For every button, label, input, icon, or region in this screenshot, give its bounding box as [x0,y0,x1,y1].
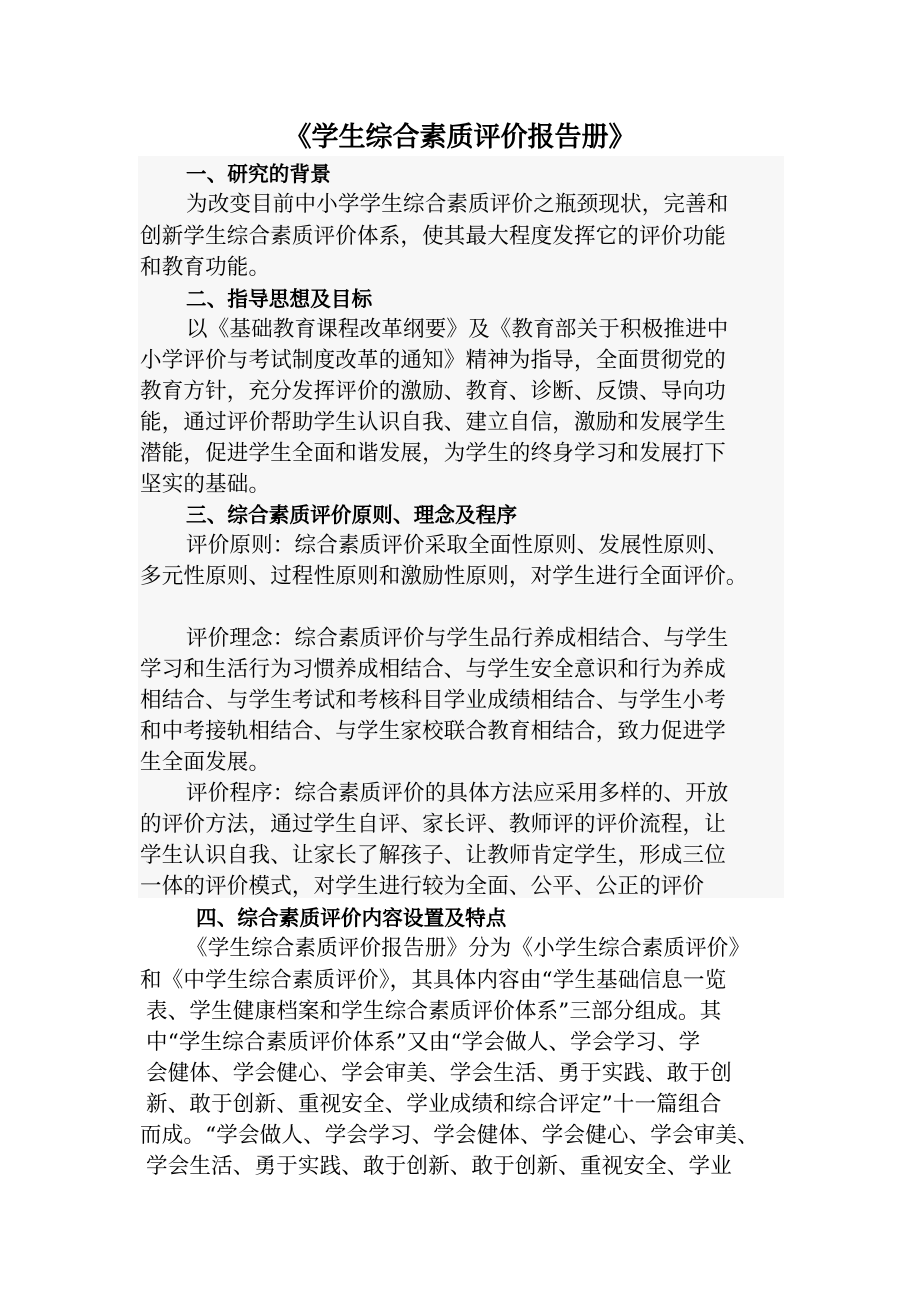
evaluation-concept-line: 学习和生活行为习惯养成相结合、与学生安全意识和行为养成 [140,657,726,682]
evaluation-concept-line: 相结合、与学生考试和考核科目学业成绩相结合、与学生小考 [140,688,726,713]
section-4-line: 中“学生综合素质评价体系”又由“学会做人、学会学习、学 [146,1030,701,1055]
section-4-line: 而成。“学会做人、学会学习、学会健体、学会健心、学会审美、 [140,1123,759,1148]
section-4-line: 学会生活、勇于实践、敢于创新、敢于创新、重视安全、学业 [146,1154,732,1179]
evaluation-concept-line: 评价理念：综合素质评价与学生品行养成相结合、与学生 [186,626,729,651]
document-title: 《学生综合素质评价报告册》 [284,122,636,153]
section-4-line: 《学生综合素质评价报告册》分为《小学生综合素质评价》 [186,936,751,961]
evaluation-concept-line: 生全面发展。 [140,750,271,775]
section-2-line: 以《基础教育课程改革纲要》及《教育部关于积极推进中 [186,317,729,342]
evaluation-procedure-line: 的评价方法，通过学生自评、家长评、教师评的评价流程，让 [140,812,726,837]
section-4-line: 表、学生健康档案和学生综合素质评价体系”三部分组成。其 [146,999,722,1024]
section-3-heading: 三、综合素质评价原则、理念及程序 [186,503,518,527]
section-2-line: 坚实的基础。 [140,472,271,497]
evaluation-concept-line: 和中考接轨相结合、与学生家校联合教育相结合，致力促进学 [140,719,726,744]
section-2-line: 潜能，促进学生全面和谐发展，为学生的终身学习和发展打下 [140,441,726,466]
evaluation-procedure-line: 评价程序：综合素质评价的具体方法应采用多样的、开放 [186,781,729,806]
evaluation-procedure-line: 学生认识自我、让家长了解孩子、让教师肯定学生，形成三位 [140,843,726,868]
evaluation-principle-line: 评价原则：综合素质评价采取全面性原则、发展性原则、 [186,533,729,558]
section-4-heading: 四、综合素质评价内容设置及特点 [196,906,507,930]
section-2-heading: 二、指导思想及目标 [186,287,373,311]
section-1-line: 和教育功能。 [140,255,271,280]
evaluation-procedure-line: 一体的评价模式，对学生进行较为全面、公平、公正的评价 [140,874,705,899]
section-2-line: 小学评价与考试制度改革的通知》精神为指导，全面贯彻党的 [140,348,726,373]
section-2-line: 能，通过评价帮助学生认识自我、建立自信，激励和发展学生 [140,410,726,435]
section-4-line: 新、敢于创新、重视安全、学业成绩和综合评定”十一篇组合 [146,1092,722,1117]
section-4-line: 和《中学生综合素质评价》，其具体内容由“学生基础信息一览 [140,968,727,993]
section-1-line: 创新学生综合素质评价体系，使其最大程度发挥它的评价功能 [140,224,726,249]
section-2-line: 教育方针，充分发挥评价的激励、教育、诊断、反馈、导向功 [140,379,726,404]
section-4-line: 会健体、学会健心、学会审美、学会生活、勇于实践、敢于创 [146,1061,732,1086]
evaluation-principle-line: 多元性原则、过程性原则和激励性原则，对学生进行全面评价。 [140,564,748,589]
section-1-line: 为改变目前中小学学生综合素质评价之瓶颈现状，完善和 [186,192,729,217]
section-1-heading: 一、研究的背景 [186,162,331,186]
